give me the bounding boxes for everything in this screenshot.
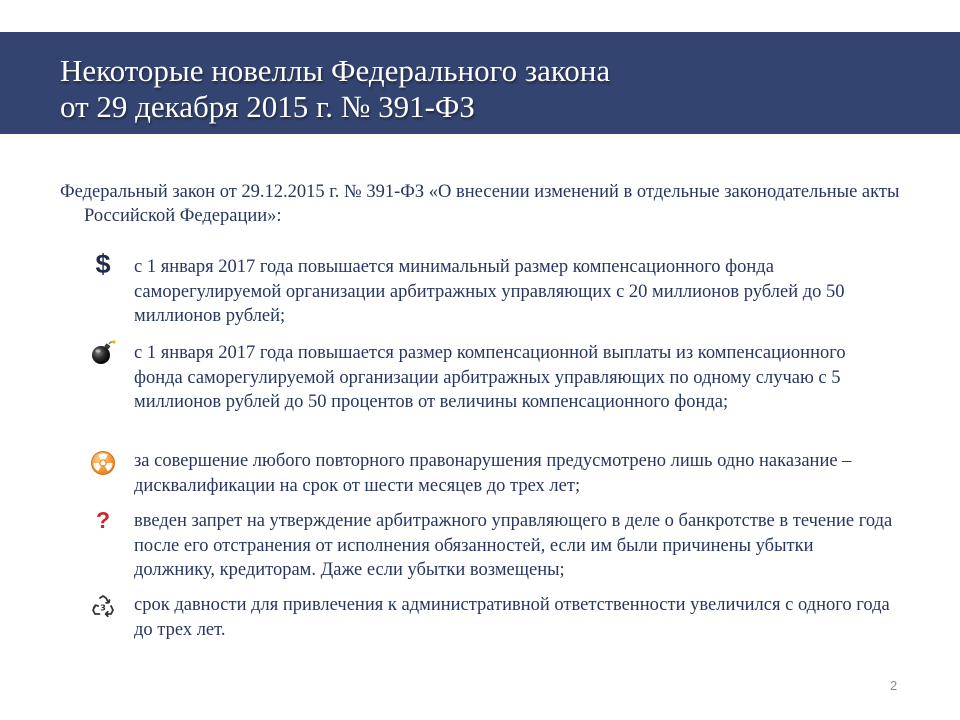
- radiation-icon: [90, 450, 116, 476]
- bomb-icon: [90, 340, 116, 366]
- bullet-text: введен запрет на утверждение арбитражного управляющего в деле о банкротстве в течение года после его отстранения от исполнения обязанностей, если им были причинены убытки должнику, кредиторам. Даже если убытки возмещены;: [134, 511, 893, 580]
- svg-text:3: 3: [100, 603, 106, 613]
- dollar-sign-icon: $: [95, 249, 111, 279]
- slide-title: [60, 53, 920, 125]
- bullet-text: с 1 января 2017 года повышается размер компенсационной выплаты из компенсационного фонда саморегулируемой организации арбитражных управляющих по одному случаю с 5 миллионов рублей до 50 процентов от величины компенсационного фонда;: [134, 343, 846, 412]
- page-number: 2: [890, 678, 898, 693]
- slide-title-line-2: от 29 декабря 2015 г. № 391-ФЗ: [60, 89, 475, 124]
- intro-paragraph: Федеральный закон от 29.12.2015 г. № 391-ФЗ «О внесении изменений в отдельные законодательные акты Российской Федерации»:: [60, 182, 900, 226]
- bullet-text: за совершение любого повторного правонарушения предусмотрено лишь одно наказание – дисквалификации на срок от шести месяцев до трех лет;: [134, 451, 852, 496]
- bullet-text: срок давности для привлечения к административной ответственности увеличился с одного года до трех лет.: [134, 595, 890, 640]
- slide-title-line-1: Некоторые новеллы Федерального закона: [60, 53, 611, 88]
- recycle-icon: [90, 594, 116, 620]
- bullet-text: с 1 января 2017 года повышается минимальный размер компенсационного фонда саморегулируемой организации арбитражных управляющих с 20 миллионов рублей до 50 миллионов рублей;: [134, 257, 845, 326]
- question-mark-icon: ?: [95, 507, 111, 533]
